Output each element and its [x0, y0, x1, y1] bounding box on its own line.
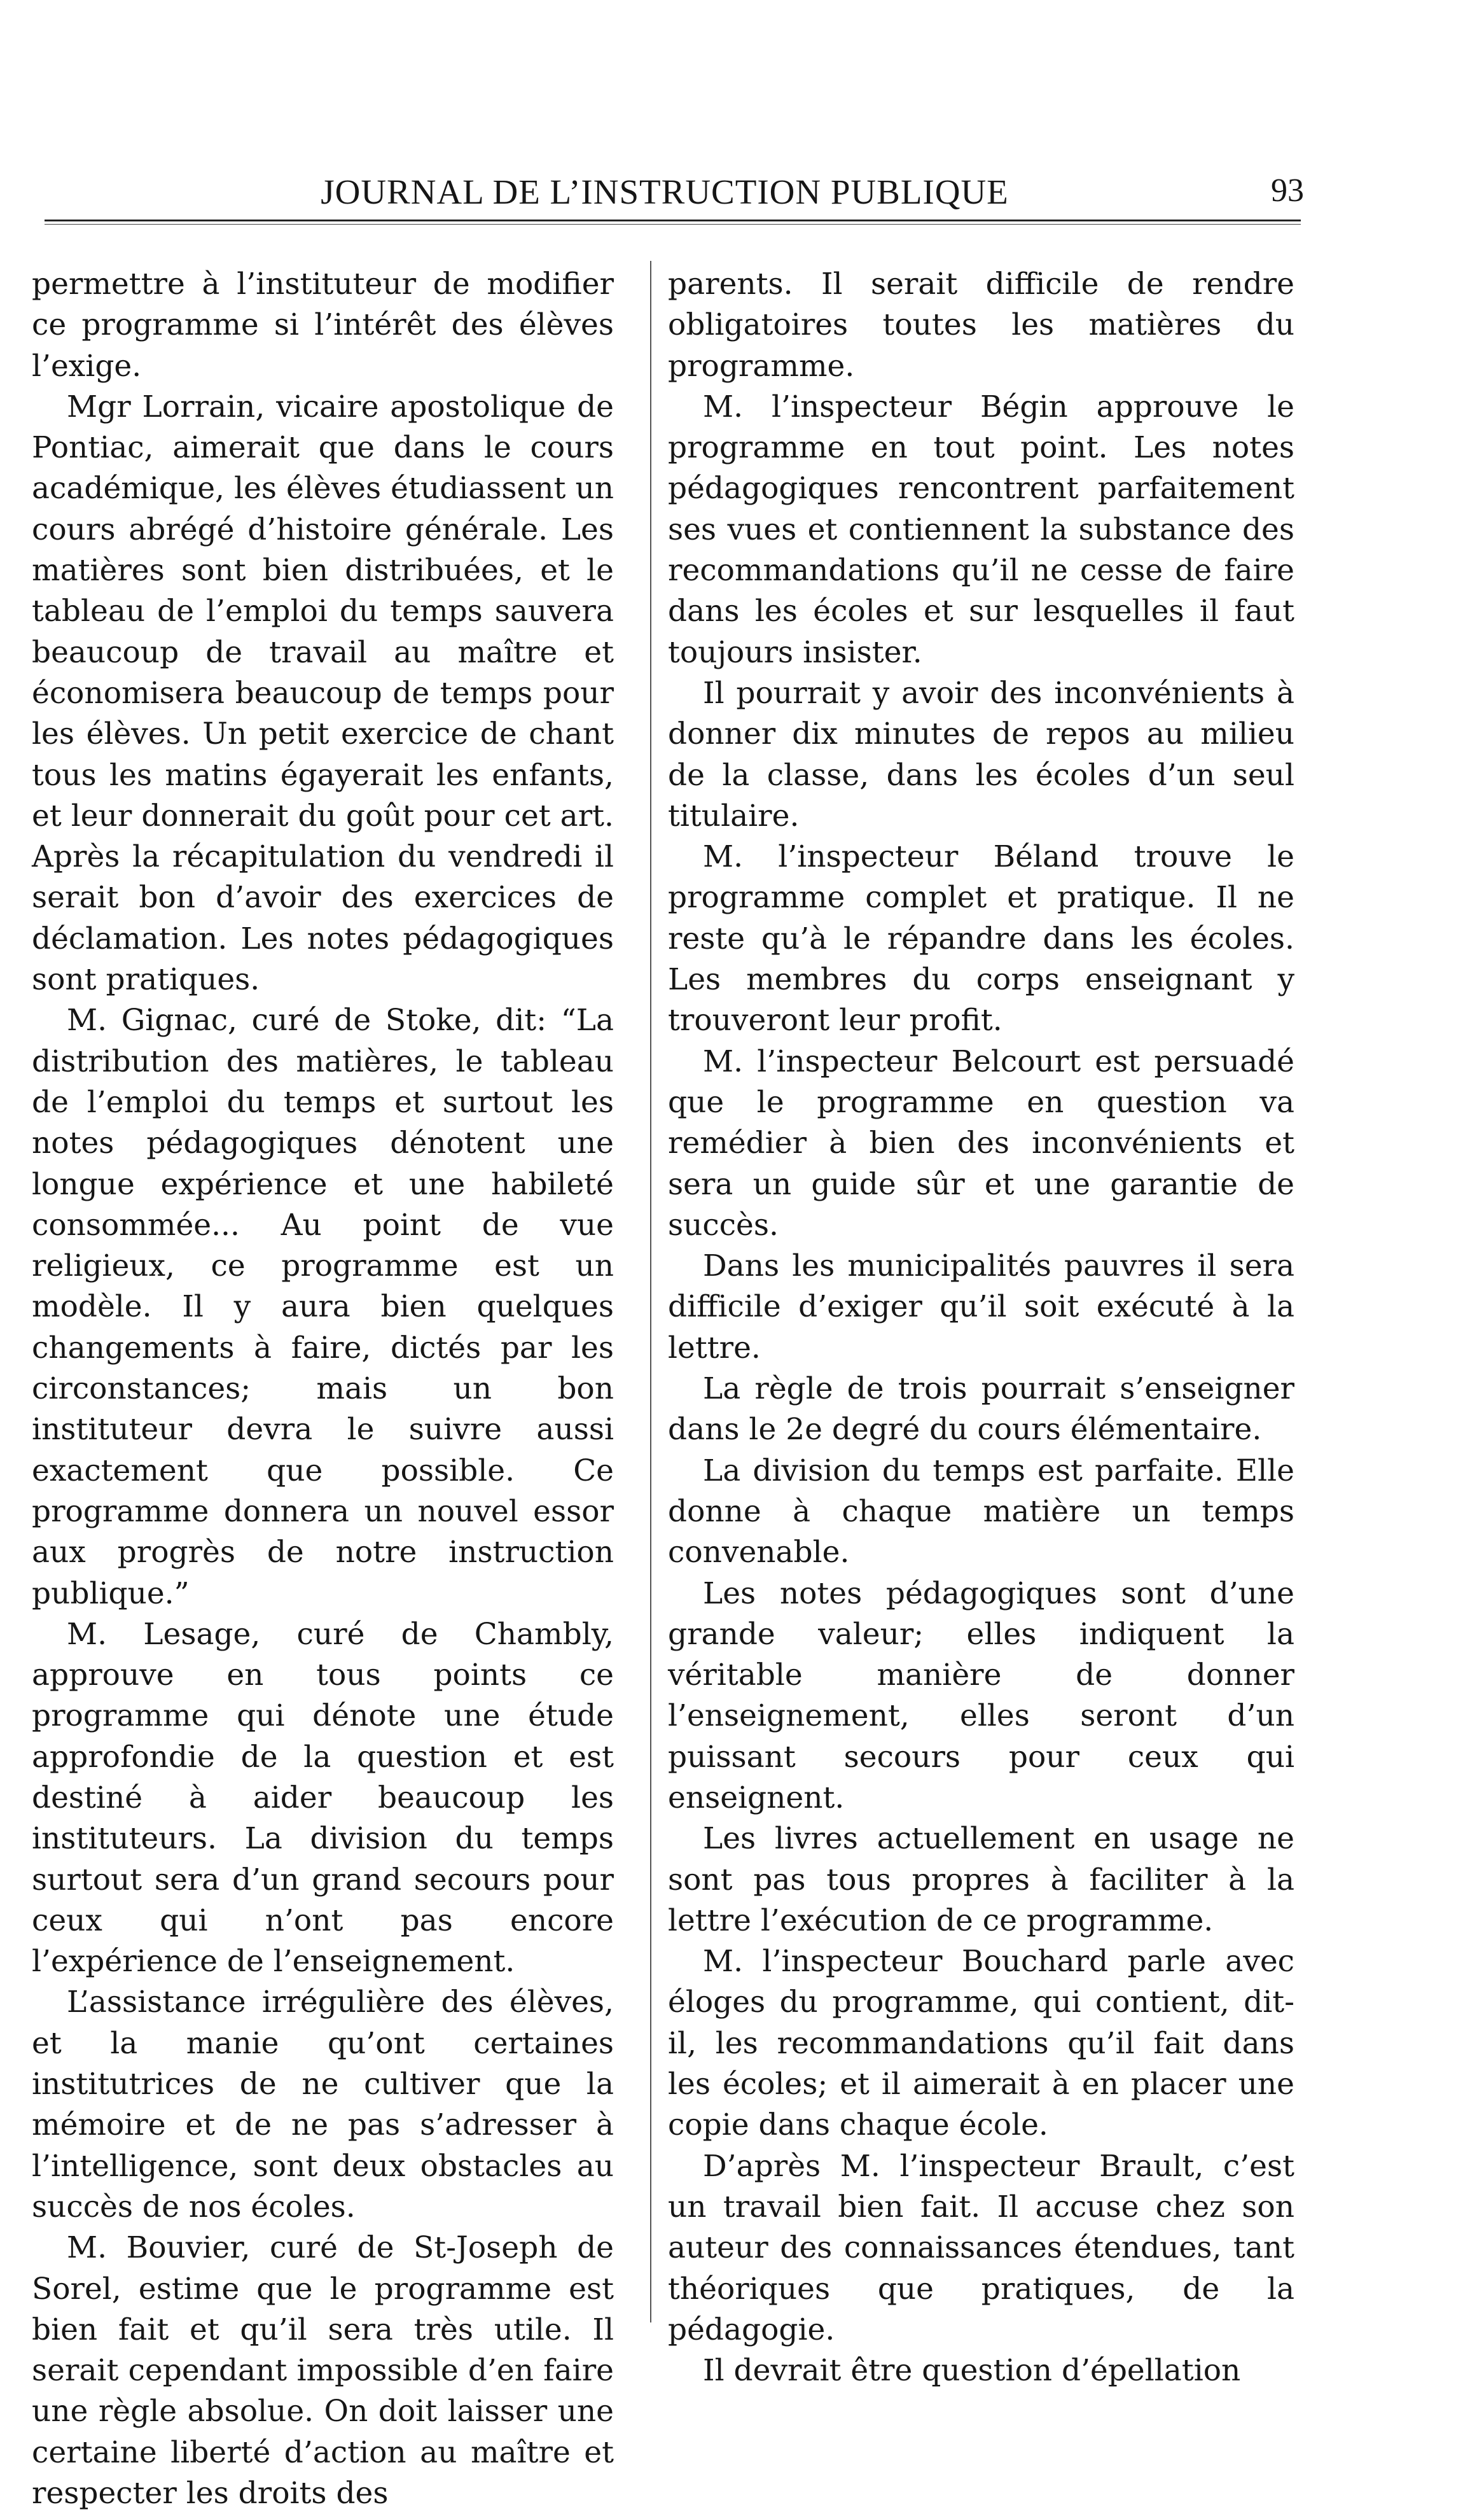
paragraph: M. Lesage, curé de Chambly, approuve en tous points ce programme qui dénote une étude approfondie de la question et est destiné à aider beaucoup les instituteurs. La division du temps surtout sera d’un grand secours pour ceux qui n’ont pas encore l’expérience de l’enseignement.: [32, 1616, 614, 1980]
paragraph: La règle de trois pourrait s’enseigner dans le 2e degré du cours élémentaire.: [668, 1371, 1294, 1448]
paragraph: parents. Il serait difficile de rendre obligatoires toutes les matières du programme.: [668, 267, 1294, 384]
header-rule: [45, 220, 1301, 221]
left-column: [32, 264, 614, 2514]
paragraph: D’après M. l’inspecteur Brault, c’est un travail bien fait. Il accuse chez son auteur des connaissances étendues, tant théoriques que pratiques, de la pédagogie.: [668, 2148, 1294, 2347]
paragraph: M. l’inspecteur Belcourt est persuadé que le programme en question va remédier à bien des inconvénients et sera un guide sûr et une garantie de succès.: [668, 1044, 1294, 1243]
paragraph: Les notes pédagogiques sont d’une grande valeur; elles indiquent la véritable manière de donner l’enseignement, elles seront d’un puissant secours pour ceux qui enseignent.: [668, 1575, 1294, 1815]
paragraph: M. l’inspecteur Béland trouve le programme complet et pratique. Il ne reste qu’à le répandre dans les écoles. Les membres du corps enseignant y trouveront leur profit.: [668, 839, 1294, 1038]
paragraph: Il devrait être question d’épellation: [703, 2353, 1241, 2389]
paragraph: Mgr Lorrain, vicaire apostolique de Pontiac, aimerait que dans le cours académique, les élèves étudiassent un cours abrégé d’histoire générale. Les matières sont bien distribuées, et le tableau de l’emploi du temps sauvera beaucoup de travail au maître et économisera beaucoup de temps pour les élèves. Un petit exercice de chant tous les matins égayerait les enfants, et leur donnerait du goût pour cet art. Après la récapitulation du vendredi il serait bon d’avoir des exercices de déclamation. Les notes pédagogiques sont pratiques.: [32, 389, 614, 998]
paragraph: Dans les municipalités pauvres il sera difficile d’exiger qu’il soit exécuté à la lettre.: [668, 1248, 1294, 1365]
journal-title: JOURNAL DE L’INSTRUCTION PUBLIQUE: [321, 172, 1009, 211]
paragraph: L’assistance irrégulière des élèves, et la manie qu’ont certaines institutrices de ne cultiver que la mémoire et de ne pas s’adresser à l’intelligence, sont deux obstacles au succès de nos écoles.: [32, 1985, 614, 2224]
paragraph: M. l’inspecteur Bouchard parle avec éloges du programme, qui contient, dit-il, les recommandations qu’il fait dans les écoles; et il aimerait à en placer une copie dans chaque école.: [668, 1944, 1294, 2143]
paragraph: M. Gignac, curé de Stoke, dit: “La distribution des matières, le tableau de l’emploi du temps et surtout les notes pédagogiques dénotent une longue expérience et une habileté consommée... Au point de vue religieux, ce programme est un modèle. Il y aura bien quelques changements à faire, dictés par les circonstances; mais un bon instituteur devra le suivre aussi exactement que possible. Ce programme donnera un nouvel essor aux progrès de notre instruction publique.”: [32, 1003, 614, 1611]
paragraph: Il pourrait y avoir des inconvénients à donner dix minutes de repos au milieu de la classe, dans les écoles d’un seul titulaire.: [668, 675, 1294, 834]
paragraph: La division du temps est parfaite. Elle donne à chaque matière un temps convenable.: [668, 1453, 1294, 1570]
running-header: [25, 172, 1304, 235]
page-number: 93: [1271, 172, 1304, 209]
right-column: [668, 264, 1294, 2391]
paragraph: M. Bouvier, curé de St-Joseph de Sorel, estime que le programme est bien fait et qu’il sera très utile. Il serait cependant impossible d’en faire une règle absolue. On doit laisser une certaine liberté d’action au maître et respecter les droits des: [32, 2230, 614, 2511]
paragraph: Les livres actuellement en usage ne sont pas tous propres à faciliter à la lettre l’exécution de ce programme.: [668, 1821, 1294, 1938]
paragraph: permettre à l’instituteur de modifier ce programme si l’intérêt des élèves l’exige.: [32, 267, 614, 384]
column-divider: [650, 261, 651, 2322]
header-rule-thin: [45, 224, 1301, 225]
paragraph: M. l’inspecteur Bégin approuve le programme en tout point. Les notes pédagogiques rencontrent parfaitement ses vues et contiennent la substance des recommandations qu’il ne cesse de faire dans les écoles et sur lesquelles il faut toujours insister.: [668, 389, 1294, 670]
